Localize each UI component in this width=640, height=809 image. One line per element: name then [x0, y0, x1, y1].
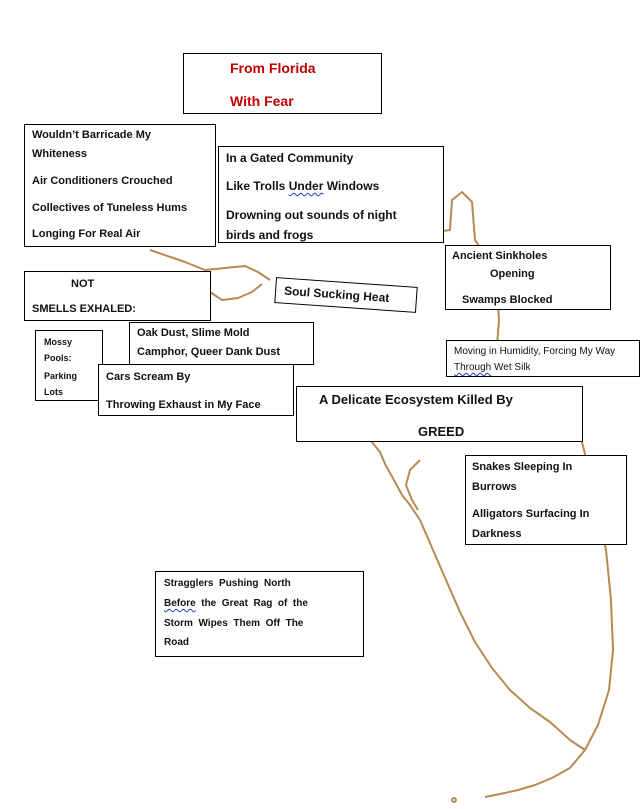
stragglers-line-1: Stragglers Pushing North: [164, 578, 291, 589]
title-box: [183, 53, 382, 114]
stragglers-box: [155, 571, 364, 657]
snakes-line-1: Snakes Sleeping In: [472, 461, 573, 473]
oak-dust-box: [129, 322, 314, 365]
stragglers-line-3: Storm Wipes Them Off The: [164, 618, 304, 629]
sinkholes-line-3: Swamps Blocked: [462, 294, 553, 306]
barricade-line-4: Collectives of Tuneless Hums: [32, 202, 188, 214]
gated-line-2-wavy: Under: [288, 179, 324, 193]
snakes-line-3: Alligators Surfacing In: [472, 508, 590, 520]
mossy-pools-box: [35, 330, 103, 401]
snakes-box: [465, 455, 627, 545]
gated-line-2-pre: Like Trolls: [226, 179, 289, 193]
stragglers-line-2-wavy: Before: [164, 598, 196, 609]
humidity-line-1: Moving in Humidity, Forcing My Way: [454, 346, 616, 357]
sinkholes-line-1: Ancient Sinkholes: [452, 250, 548, 262]
smells-line-1: NOT: [71, 278, 95, 290]
snakes-line-4: Darkness: [472, 528, 522, 540]
sinkholes-line-2: Opening: [490, 268, 535, 280]
smells-exhaled-box: [24, 271, 211, 321]
stragglers-line-4: Road: [164, 637, 189, 648]
title-line-2: With Fear: [230, 93, 294, 109]
stragglers-line-2-post: the Great Rag of the: [195, 598, 308, 609]
ecosystem-line-1: A Delicate Ecosystem Killed By: [319, 392, 513, 407]
cars-line-2: Throwing Exhaust in My Face: [106, 399, 261, 411]
barricade-line-3: Air Conditioners Crouched: [32, 175, 173, 187]
sinkholes-box: [445, 245, 611, 310]
barricade-line-2: Whiteness: [32, 148, 88, 160]
ecosystem-box: [296, 386, 583, 442]
humidity-line-2-wavy: Through: [454, 362, 492, 373]
mossy-line-1: Mossy: [44, 337, 73, 347]
snakes-line-2: Burrows: [472, 481, 517, 493]
gated-line-3: Drowning out sounds of night: [226, 208, 397, 222]
cars-line-1: Cars Scream By: [106, 371, 191, 383]
mossy-line-3: Parking: [44, 371, 78, 381]
barricade-line-5: Longing For Real Air: [32, 228, 141, 240]
humidity-box: [446, 340, 640, 377]
barricade-box: [24, 124, 216, 247]
title-line-1: From Florida: [230, 60, 316, 76]
ecosystem-line-2: GREED: [418, 424, 465, 439]
humidity-line-2-post: Wet Silk: [491, 362, 531, 373]
oak-line-2: Camphor, Queer Dank Dust: [137, 346, 281, 358]
barricade-line-1: Wouldn’t Barricade My: [32, 129, 151, 141]
gated-community-box: [218, 146, 444, 243]
gated-line-1: In a Gated Community: [226, 151, 354, 165]
humidity-line-2: [454, 362, 531, 373]
gated-line-2: [226, 179, 379, 193]
stragglers-line-2: [164, 598, 308, 609]
gated-line-2-post: Windows: [323, 179, 380, 193]
soul-line: Soul Sucking Heat: [283, 283, 390, 306]
cars-box: [98, 364, 294, 416]
mossy-line-2: Pools:: [44, 353, 72, 363]
oak-line-1: Oak Dust, Slime Mold: [137, 327, 250, 339]
mossy-line-4: Lots: [44, 387, 63, 397]
gated-line-4: birds and frogs: [226, 228, 314, 242]
smells-line-2: SMELLS EXHALED:: [32, 303, 136, 315]
